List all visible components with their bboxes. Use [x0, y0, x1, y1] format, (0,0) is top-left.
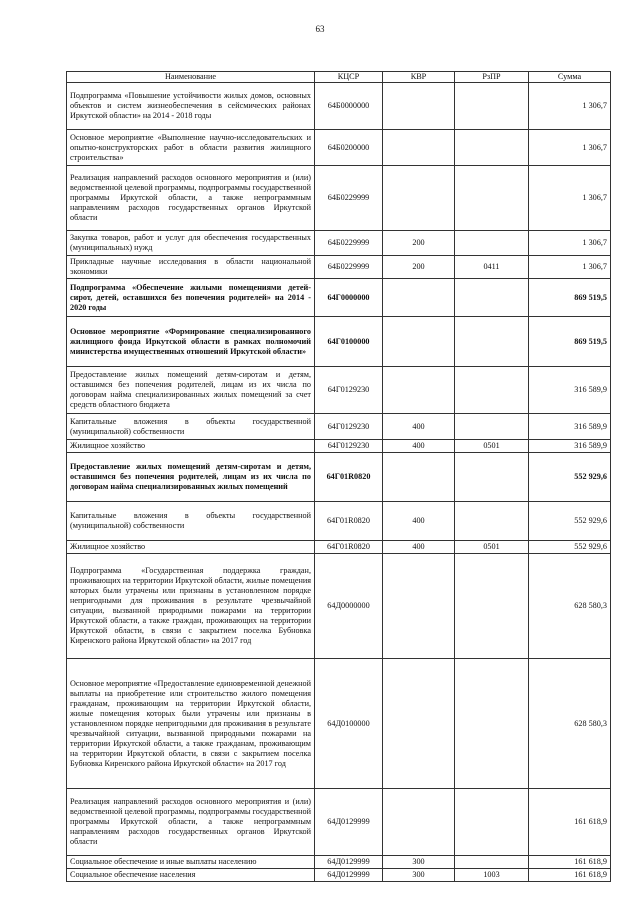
cell-kcsr: 64Г01R0820: [315, 541, 383, 554]
cell-rzpr: [455, 789, 529, 856]
cell-name: Предоставление жилых помещений детям-сиротам и детям, оставшимся без попечения родителей, лицам из их числа по договорам найма специализированных жилых помещений: [67, 453, 315, 502]
cell-kvr: [383, 789, 455, 856]
cell-rzpr: [455, 554, 529, 659]
cell-name: Подпрограмма «Обеспечение жилыми помещениями детей-сирот, детей, оставшихся без попечения родителей» на 2014 - 2020 годы: [67, 279, 315, 317]
cell-kcsr: 64Г01R0820: [315, 502, 383, 541]
cell-name: Основное мероприятие «Предоставление единовременной денежной выплаты на приобретение или строительство жилого помещения гражданам, проживающим на территории Иркутской области, жилые помещения которых были утрачены или признаны в установленном порядке непригодными для проживания в результате чрезвычайной ситуации, вызванной природными пожарами на территории Иркутской области, а также гражданам, проживающим на территории Иркутской области, в связи с закрытием поселка Бубновка Киренского района Иркутской области» на 2017 год: [67, 659, 315, 789]
cell-kvr: [383, 554, 455, 659]
cell-kcsr: 64Д0129999: [315, 869, 383, 882]
cell-rzpr: [455, 453, 529, 502]
cell-kcsr: 64Б0229999: [315, 166, 383, 231]
cell-name: Социальное обеспечение населения: [67, 869, 315, 882]
table-row: [67, 502, 611, 541]
cell-sum: 628 580,3: [529, 554, 611, 659]
cell-kcsr: 64Г0129230: [315, 414, 383, 440]
cell-rzpr: [455, 317, 529, 367]
header-rzpr: РзПР: [455, 72, 529, 83]
cell-sum: 1 306,7: [529, 231, 611, 256]
cell-rzpr: [455, 367, 529, 414]
cell-rzpr: [455, 502, 529, 541]
cell-sum: 552 929,6: [529, 541, 611, 554]
cell-sum: 316 589,9: [529, 414, 611, 440]
cell-sum: 161 618,9: [529, 869, 611, 882]
cell-rzpr: 0501: [455, 440, 529, 453]
table-row: [67, 166, 611, 231]
cell-sum: 1 306,7: [529, 256, 611, 279]
cell-sum: 161 618,9: [529, 856, 611, 869]
cell-name: Жилищное хозяйство: [67, 541, 315, 554]
table-row: [67, 83, 611, 130]
cell-name: Прикладные научные исследования в области национальной экономики: [67, 256, 315, 279]
cell-kcsr: 64Д0000000: [315, 554, 383, 659]
cell-name: Основное мероприятие «Формирование специализированного жилищного фонда Иркутской области в рамках полномочий министерства имущественных отношений Иркутской области»: [67, 317, 315, 367]
cell-kcsr: 64Б0200000: [315, 130, 383, 166]
cell-name: Реализация направлений расходов основного мероприятия и (или) ведомственной целевой программы, подпрограммы государственной программы Иркутской области, а также непрограммным направлениям расходов государственных органов Иркутской области: [67, 789, 315, 856]
cell-kvr: [383, 166, 455, 231]
table-body: [67, 83, 611, 882]
header-kcsr: КЦСР: [315, 72, 383, 83]
cell-kvr: 400: [383, 541, 455, 554]
cell-kcsr: 64Г0100000: [315, 317, 383, 367]
cell-name: Жилищное хозяйство: [67, 440, 315, 453]
table-row: [67, 659, 611, 789]
cell-name: Основное мероприятие «Выполнение научно-исследовательских и опытно-конструкторских работ в области развития жилищного строительства»: [67, 130, 315, 166]
cell-rzpr: 0411: [455, 256, 529, 279]
cell-rzpr: [455, 83, 529, 130]
cell-kcsr: 64Б0229999: [315, 231, 383, 256]
cell-name: Закупка товаров, работ и услуг для обеспечения государственных (муниципальных) нужд: [67, 231, 315, 256]
cell-kvr: [383, 279, 455, 317]
cell-kcsr: 64Г0129230: [315, 367, 383, 414]
cell-rzpr: [455, 279, 529, 317]
cell-name: Капитальные вложения в объекты государственной (муниципальной) собственности: [67, 502, 315, 541]
header-sum: Сумма: [529, 72, 611, 83]
cell-rzpr: [455, 166, 529, 231]
cell-kvr: 200: [383, 256, 455, 279]
table-row: [67, 789, 611, 856]
cell-kcsr: 64Г01R0820: [315, 453, 383, 502]
cell-sum: 552 929,6: [529, 453, 611, 502]
table-row: [67, 256, 611, 279]
cell-kcsr: 64Г0000000: [315, 279, 383, 317]
table-row: [67, 453, 611, 502]
cell-kcsr: 64Д0129999: [315, 789, 383, 856]
cell-rzpr: [455, 414, 529, 440]
table-row: [67, 554, 611, 659]
cell-kcsr: 64Д0129999: [315, 856, 383, 869]
table-row: [67, 856, 611, 869]
header-name: Наименование: [67, 72, 315, 83]
cell-sum: 161 618,9: [529, 789, 611, 856]
cell-kvr: [383, 453, 455, 502]
cell-name: Капитальные вложения в объекты государственной (муниципальной) собственности: [67, 414, 315, 440]
cell-kvr: [383, 317, 455, 367]
table-header-row: [67, 72, 611, 83]
cell-kvr: 300: [383, 856, 455, 869]
cell-kvr: 300: [383, 869, 455, 882]
cell-rzpr: 1003: [455, 869, 529, 882]
cell-kvr: 400: [383, 502, 455, 541]
cell-sum: 316 589,9: [529, 440, 611, 453]
budget-table: [66, 71, 611, 882]
cell-kvr: 200: [383, 231, 455, 256]
cell-kcsr: 64Д0100000: [315, 659, 383, 789]
cell-sum: 316 589,9: [529, 367, 611, 414]
cell-kvr: [383, 659, 455, 789]
table-row: [67, 317, 611, 367]
cell-sum: 869 519,5: [529, 279, 611, 317]
cell-kcsr: 64Б0229999: [315, 256, 383, 279]
table-row: [67, 130, 611, 166]
cell-name: Предоставление жилых помещений детям-сиротам и детям, оставшимся без попечения родителей, лицам из их числа по договорам найма специализированных жилых помещений за счет средств областного бюджета: [67, 367, 315, 414]
cell-sum: 1 306,7: [529, 130, 611, 166]
table-row: [67, 541, 611, 554]
table-row: [67, 367, 611, 414]
cell-rzpr: [455, 231, 529, 256]
cell-name: Социальное обеспечение и иные выплаты населению: [67, 856, 315, 869]
cell-sum: 552 929,6: [529, 502, 611, 541]
cell-rzpr: [455, 130, 529, 166]
cell-rzpr: [455, 856, 529, 869]
cell-kcsr: 64Б0000000: [315, 83, 383, 130]
cell-kcsr: 64Г0129230: [315, 440, 383, 453]
cell-rzpr: [455, 659, 529, 789]
cell-sum: 869 519,5: [529, 317, 611, 367]
table-row: [67, 440, 611, 453]
table-row: [67, 869, 611, 882]
cell-name: Подпрограмма «Государственная поддержка граждан, проживающих на территории Иркутской области, жилые помещения которых были утрачены или признаны в установленном порядке непригодными для проживания в результате чрезвычайной ситуации, вызванной природными пожарами на территории Иркутской области, а также граждан, проживающих на территории Иркутской области, в связи с закрытием поселка Бубновка Киренского района Иркутской области» на 2017 год: [67, 554, 315, 659]
cell-name: Подпрограмма «Повышение устойчивости жилых домов, основных объектов и систем жизнеобеспечения в сейсмических районах Иркутской области» на 2014 - 2018 годы: [67, 83, 315, 130]
cell-kvr: [383, 83, 455, 130]
table-row: [67, 279, 611, 317]
cell-kvr: [383, 130, 455, 166]
cell-sum: 1 306,7: [529, 83, 611, 130]
header-kvr: КВР: [383, 72, 455, 83]
table-row: [67, 414, 611, 440]
cell-name: Реализация направлений расходов основного мероприятия и (или) ведомственной целевой программы, подпрограммы государственной программы Иркутской области, а также непрограммным направлениям расходов государственных органов Иркутской области: [67, 166, 315, 231]
table-row: [67, 231, 611, 256]
cell-kvr: [383, 367, 455, 414]
cell-kvr: 400: [383, 440, 455, 453]
cell-kvr: 400: [383, 414, 455, 440]
page-number: 63: [315, 24, 325, 34]
cell-sum: 628 580,3: [529, 659, 611, 789]
cell-sum: 1 306,7: [529, 166, 611, 231]
cell-rzpr: 0501: [455, 541, 529, 554]
